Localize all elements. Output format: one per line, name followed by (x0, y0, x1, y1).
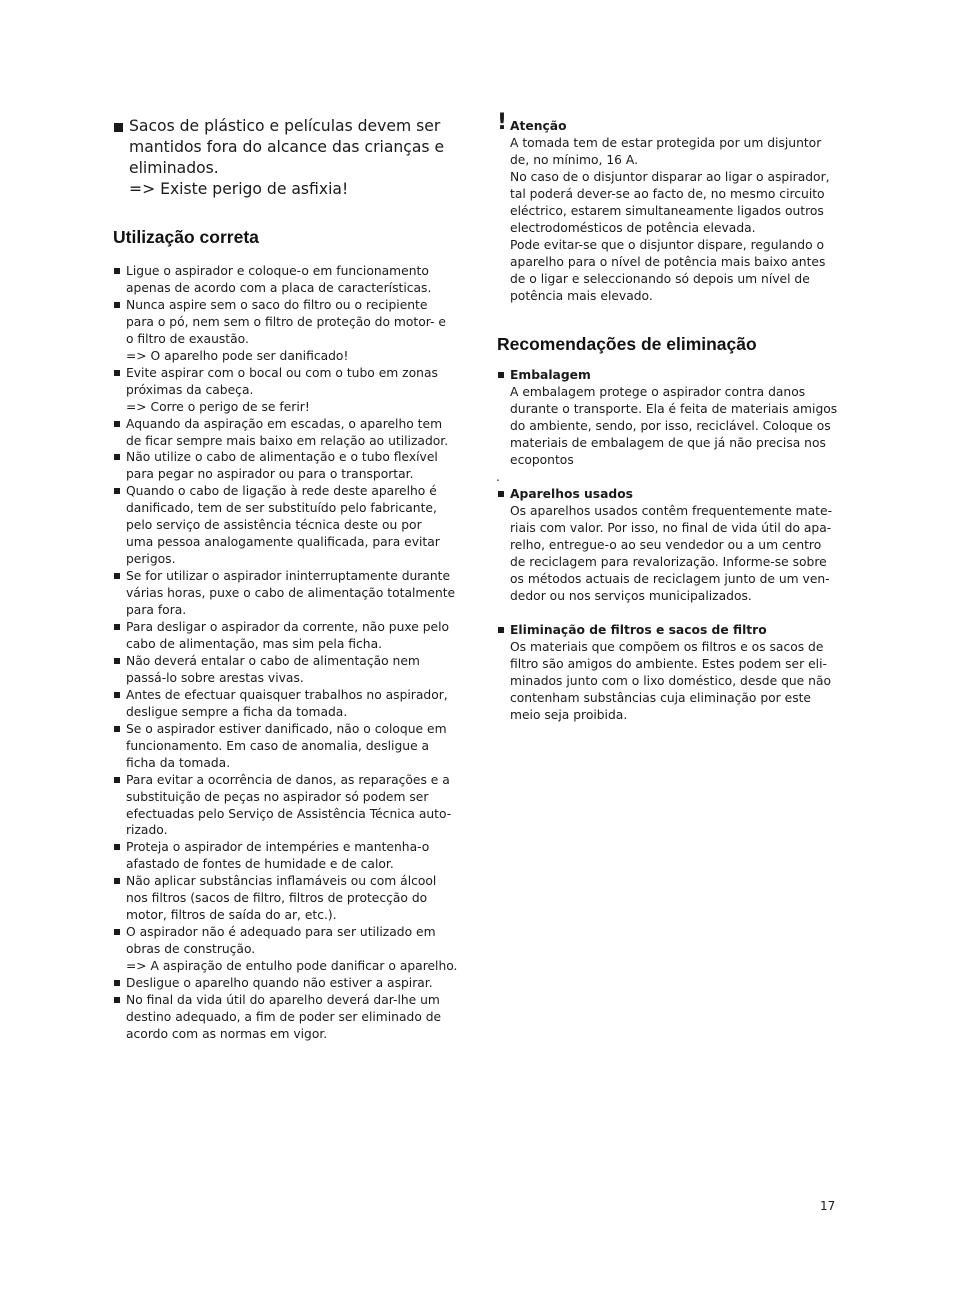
list-item: Para desligar o aspirador da corrente, não puxe pelo cabo de alimentação, mas sim pela ficha. (113, 619, 463, 653)
bullet-square-icon (114, 302, 120, 308)
left-column (113, 116, 463, 1043)
bullet-square-icon (114, 980, 120, 986)
page-number: 17 (820, 1199, 836, 1213)
list-item: Antes de efectuar quaisquer trabalhos no aspirador, desligue sempre a ficha da tomada. (113, 687, 463, 721)
bullet-square-icon (114, 878, 120, 884)
attention-notice: ! Atenção A tomada tem de estar protegida por um disjuntor de, no mínimo, 16 A. No caso de o disjuntor disparar ao ligar o aspirador, tal poderá dever-se ao facto de, no mesmo circuito eléctrico, estarem simultaneamente ligados outros electrodomésticos de potência elevada. Pode evitar-se que o disjuntor dispare, regulando o aparelho para o nível de potência mais baixo antes de o ligar e seleccionando só depois um nível de potência mais elevado. (497, 118, 843, 304)
bullet-square-icon (114, 488, 120, 494)
attention-title: Atenção (510, 119, 567, 133)
bullet-square-icon (114, 726, 120, 732)
bullet-square-icon (498, 372, 504, 378)
bullet-square-icon (114, 123, 123, 132)
bullet-square-icon (114, 370, 120, 376)
bullet-square-icon (498, 491, 504, 497)
utilizacao-list (113, 263, 463, 1043)
list-item: Para evitar a ocorrência de danos, as reparações e a substituição de peças no aspirador só podem ser efectuadas pelo Serviço de Assistência Técnica auto- rizado. (113, 772, 463, 840)
bullet-square-icon (114, 844, 120, 850)
list-item: O aspirador não é adequado para ser utilizado em obras de construção. => A aspiração de entulho pode danificar o aparelho. (113, 924, 463, 975)
plastic-bags-warning: Sacos de plástico e películas devem ser mantidos fora do alcance das crianças e eliminados. => Existe perigo de asfixia! (113, 116, 463, 200)
bullet-square-icon (114, 658, 120, 664)
bullet-square-icon (114, 997, 120, 1003)
bullet-square-icon (498, 627, 504, 633)
disposal-packaging: Embalagem A embalagem protege o aspirador contra danos durante o transporte. Ela é feita de materiais amigos do ambiente, sendo, por isso, reciclável. Coloque os materiais de embalagem de que já não precisa nos ecopontos (497, 367, 843, 469)
bullet-square-icon (114, 454, 120, 460)
disposal-old-appliances: Aparelhos usados Os aparelhos usados contêm frequentemente mate- riais com valor. Por isso, no final de vida útil do apa- relho, entregue-o ao seu vendedor ou a um centro de reciclagem para revalorização. Informe-se sobre os métodos actuais de reciclagem junto de um ven- dedor ou nos serviços municipalizados. (497, 486, 843, 605)
list-item: Desligue o aparelho quando não estiver a aspirar. (113, 975, 463, 992)
bullet-square-icon (114, 692, 120, 698)
list-item: Ligue o aspirador e coloque-o em funcionamento apenas de acordo com a placa de características. (113, 263, 463, 297)
list-item: Se for utilizar o aspirador ininterruptamente durante várias horas, puxe o cabo de alimentação totalmente para fora. (113, 568, 463, 619)
bullet-square-icon (114, 929, 120, 935)
bullet-square-icon (114, 624, 120, 630)
bullet-square-icon (114, 268, 120, 274)
list-item: Proteja o aspirador de intempéries e mantenha-o afastado de fontes de humidade e de calor. (113, 839, 463, 873)
section-heading-utilizacao: Utilização correta (113, 227, 259, 247)
list-item: No final da vida útil do aparelho deverá dar-lhe um destino adequado, a fim de poder ser eliminado de acordo com as normas em vigor. (113, 992, 463, 1043)
list-item: Nunca aspire sem o saco do filtro ou o recipiente para o pó, nem sem o filtro de proteção do motor- e o filtro de exaustão. => O aparelho pode ser danificado! (113, 297, 463, 365)
list-item: Se o aspirador estiver danificado, não o coloque em funcionamento. Em caso de anomalia, desligue a ficha da tomada. (113, 721, 463, 772)
exclamation-icon: ! (497, 110, 508, 135)
bullet-square-icon (114, 573, 120, 579)
separator-dot: . (496, 470, 500, 485)
list-item: Não utilize o cabo de alimentação e o tubo flexível para pegar no aspirador ou para o transportar. (113, 449, 463, 483)
list-item: Não deverá entalar o cabo de alimentação nem passá-lo sobre arestas vivas. (113, 653, 463, 687)
bullet-square-icon (114, 777, 120, 783)
list-item: Aquando da aspiração em escadas, o aparelho tem de ficar sempre mais baixo em relação ao utilizador. (113, 416, 463, 450)
list-item: Quando o cabo de ligação à rede deste aparelho é danificado, tem de ser substituído pelo fabricante, pelo serviço de assistência técnica deste ou por uma pessoa analogamente qualificada, para evitar perigos. (113, 483, 463, 568)
disposal-filters: Eliminação de filtros e sacos de filtro Os materiais que compõem os filtros e os sacos de filtro são amigos do ambiente. Estes podem ser eli- minados junto com o lixo doméstico, desde que não contenham substâncias cuja eliminação por este meio seja proibida. (497, 622, 843, 724)
section-heading-eliminacao: Recomendações de eliminação (497, 334, 757, 355)
list-item: Não aplicar substâncias inflamáveis ou com álcool nos filtros (sacos de filtro, filtros de protecção do motor, filtros de saída do ar, etc.). (113, 873, 463, 924)
list-item: Evite aspirar com o bocal ou com o tubo em zonas próximas da cabeça. => Corre o perigo de se ferir! (113, 365, 463, 416)
bullet-square-icon (114, 421, 120, 427)
right-column (496, 110, 843, 723)
